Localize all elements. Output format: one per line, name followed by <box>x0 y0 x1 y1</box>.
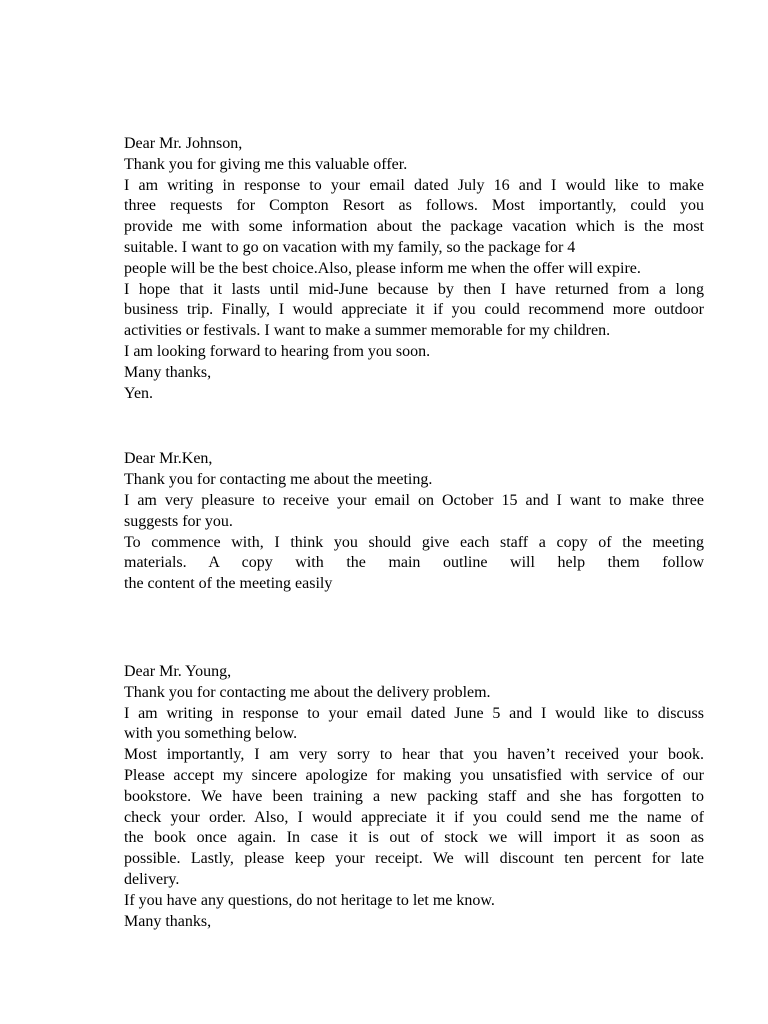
letter-line: To commence with, I think you should give each staff a copy of the meeting <box>124 533 704 551</box>
letter-line: Thank you for contacting me about the meeting. <box>124 471 433 489</box>
letter-signature: Yen. <box>124 384 154 402</box>
letter-line: provide me with some information about the package vacation which is the most <box>124 218 704 236</box>
letter-salutation: Dear Mr.Ken, <box>124 450 213 468</box>
letter-salutation: Dear Mr. Young, <box>124 662 232 680</box>
letter-line: the book once again. In case it is out of stock we will import it as soon as <box>124 829 704 847</box>
letter-line: suitable. I want to go on vacation with my family, so the package for 4 <box>124 238 576 256</box>
letter-line: Thank you for giving me this valuable offer. <box>124 155 408 173</box>
letter-line: I am looking forward to hearing from you soon. <box>124 342 431 360</box>
letter-line: I am very pleasure to receive your email on October 15 and I want to make three <box>124 491 704 509</box>
letter-line: three requests for Compton Resort as follows. Most importantly, could you <box>124 197 704 215</box>
letter-line: Most importantly, I am very sorry to hear that you haven’t received your book. <box>124 746 704 764</box>
letter-line: activities or festivals. I want to make a summer memorable for my children. <box>124 322 611 340</box>
letter-line: Thank you for contacting me about the delivery problem. <box>124 683 491 701</box>
letter-line: suggests for you. <box>124 512 233 530</box>
letter-johnson <box>124 134 704 404</box>
letter-line: delivery. <box>124 870 180 888</box>
letter-line: people will be the best choice.Also, please inform me when the offer will expire. <box>124 259 641 277</box>
letter-closing: Many thanks, <box>124 363 212 381</box>
letter-closing: Many thanks, <box>124 912 212 930</box>
letter-line: Please accept my sincere apologize for making you unsatisfied with service of our <box>124 766 704 784</box>
letter-line: possible. Lastly, please keep your receipt. We will discount ten percent for late <box>124 850 704 868</box>
letter-line: with you something below. <box>124 725 298 743</box>
letter-ken <box>124 449 704 595</box>
letter-line: I am writing in response to your email dated June 5 and I would like to discuss <box>124 704 704 722</box>
letter-line: I hope that it lasts until mid-June because by then I have returned from a long <box>124 280 704 298</box>
letter-salutation: Dear Mr. Johnson, <box>124 135 243 152</box>
letter-line: the content of the meeting easily <box>124 575 333 593</box>
letter-young <box>124 662 704 932</box>
document-page <box>124 134 704 932</box>
letter-line: If you have any questions, do not heritage to let me know. <box>124 891 495 909</box>
letter-line: materials. A copy with the main outline will help them follow <box>124 554 704 572</box>
letter-line: check your order. Also, I would appreciate it if you could send me the name of <box>124 808 704 826</box>
letter-line: I am writing in response to your email dated July 16 and I would like to make <box>124 176 704 194</box>
letter-line: business trip. Finally, I would appreciate it if you could recommend more outdoor <box>124 301 704 319</box>
letter-line: bookstore. We have been training a new packing staff and she has forgotten to <box>124 787 704 805</box>
